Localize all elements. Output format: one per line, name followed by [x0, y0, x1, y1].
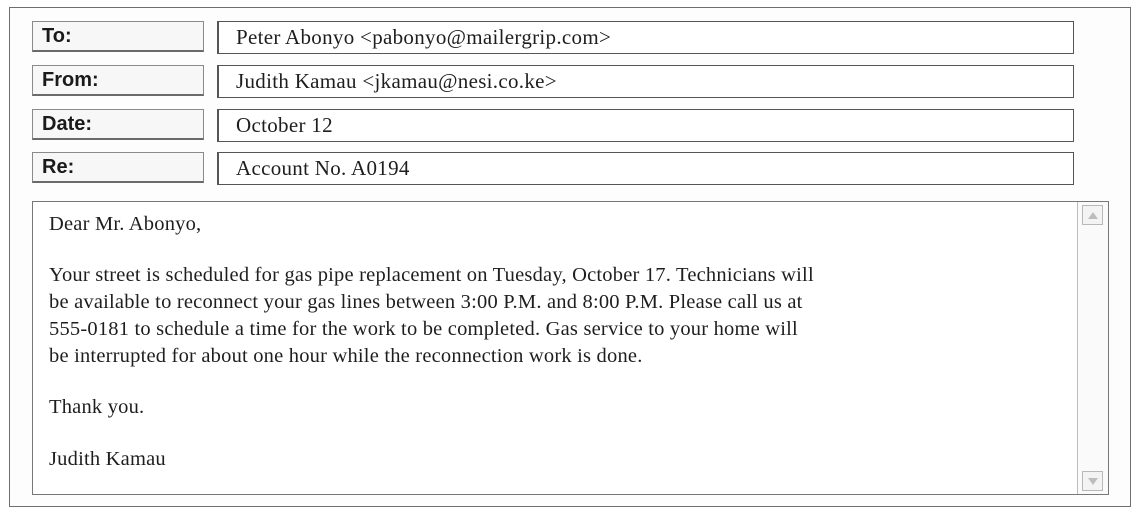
message-text [49, 211, 1079, 473]
scroll-up-button[interactable] [1082, 205, 1103, 225]
to-field[interactable]: Peter Abonyo <pabonyo@mailergrip.com> [217, 21, 1074, 54]
scroll-down-button[interactable] [1082, 471, 1103, 491]
body-line: Your street is scheduled for gas pipe replacement on Tuesday, October 17. Technicians will [49, 264, 814, 286]
subject-label: Re: [32, 152, 204, 183]
subject-field[interactable]: Account No. A0194 [217, 152, 1074, 185]
body-line: 555-0181 to schedule a time for the work to be completed. Gas service to your home will [49, 318, 798, 340]
body-line: be interrupted for about one hour while the reconnection work is done. [49, 345, 643, 367]
vertical-scrollbar[interactable] [1077, 202, 1108, 494]
from-field[interactable]: Judith Kamau <jkamau@nesi.co.ke> [217, 65, 1074, 98]
greeting: Dear Mr. Abonyo, [49, 213, 202, 235]
to-row [32, 21, 1082, 52]
date-label: Date: [32, 109, 204, 140]
subject-row [32, 152, 1082, 183]
closing: Thank you. [49, 396, 145, 418]
from-label: From: [32, 65, 204, 96]
body-line: be available to reconnect your gas lines between 3:00 P.M. and 8:00 P.M. Please call us at [49, 291, 803, 313]
email-window [9, 7, 1131, 507]
date-row [32, 109, 1082, 140]
message-body[interactable] [32, 201, 1109, 495]
date-field[interactable]: October 12 [217, 109, 1074, 142]
arrow-down-icon [1088, 478, 1098, 485]
to-label: To: [32, 21, 204, 52]
signature: Judith Kamau [49, 448, 166, 470]
arrow-up-icon [1088, 212, 1098, 219]
from-row [32, 65, 1082, 96]
